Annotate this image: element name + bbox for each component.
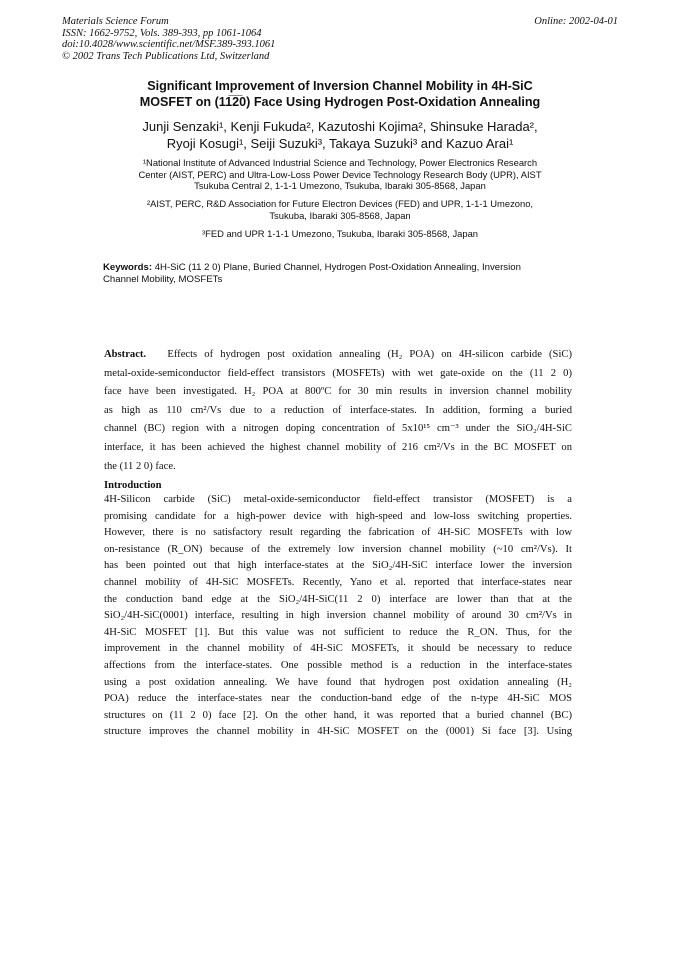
copyright-line: © 2002 Trans Tech Publications Ltd, Switzerland bbox=[62, 50, 270, 62]
title-line-2: MOSFET on (11̅2̅0) Face Using Hydrogen Post-Oxidation Annealing bbox=[139, 95, 541, 109]
affiliation-1-line-3: Tsukuba Central 2, 1-1-1 Umezono, Tsukuba, Ibaraki 305-8568, Japan bbox=[194, 180, 486, 191]
keywords-text-1: 4H-SiC (11 2 0) Plane, Buried Channel, Hydrogen Post-Oxidation Annealing, Inversion bbox=[152, 262, 521, 273]
issn-line: ISSN: 1662-9752, Vols. 389-393, pp 1061-1064 bbox=[62, 27, 262, 39]
abstract-line: interface, it has been achieved the highest channel mobility of 216 cm²/Vs in the BC MOSFET on bbox=[104, 441, 572, 453]
abstract-line: the (11 2 0) face. bbox=[104, 460, 176, 472]
body-line: affections from the interface-states. One possible method is a reduction in the interface-states bbox=[104, 659, 572, 671]
body-line: However, there is no satisfactory result regarding the fabrication of 4H-SiC MOSFETs with low bbox=[104, 527, 572, 539]
body-line: 4H-SiC MOSFET [1]. But this value was not sufficient to reduce the R_ON. Thus, for the bbox=[104, 626, 572, 638]
abstract-label: Abstract. bbox=[104, 349, 147, 360]
body-line: structures on (11 2 0) face [2]. On the other hand, it was reported that a buried channel (BC) bbox=[104, 709, 572, 721]
paper-title bbox=[80, 78, 600, 110]
body-line: structure improves the channel mobility in 4H-SiC MOSFET on the (0001) Si face [3]. Using bbox=[104, 726, 572, 738]
affiliation-2-line-1: ²AIST, PERC, R&D Association for Future Electron Devices (FED) and UPR, 1-1-1 Umezono, bbox=[146, 198, 534, 209]
keywords-block bbox=[103, 262, 573, 286]
affiliation-3 bbox=[90, 228, 590, 240]
body-line: SiO₂/4H-SiC(0001) interface, resulting in high inversion channel mobility of around 30 cm²/Vs in bbox=[104, 610, 572, 622]
authors-line-1: Junji Senzaki¹, Kenji Fukuda², Kazutoshi Kojima², Shinsuke Harada², bbox=[142, 119, 538, 134]
body-line: promising candidate for a high-power device with high-speed and low-loss switching properties. bbox=[104, 510, 572, 522]
abstract-block bbox=[104, 346, 572, 476]
abstract-line: metal-oxide-semiconductor field-effect transistors (MOSFETs) with wet gate-oxide on the (11 2 0) bbox=[104, 367, 572, 379]
abstract-line: Effects of hydrogen post oxidation annealing (H₂ POA) on 4H-silicon carbide (SiC) bbox=[167, 349, 572, 360]
body-line: using a post oxidation annealing. We have found that hydrogen post oxidation annealing (H₂ bbox=[104, 676, 572, 688]
body-line: the conduction band edge at the SiO₂/4H-SiC(11 2 0) interface are lower than that at the bbox=[104, 593, 572, 605]
doi-link[interactable]: doi:10.4028/www.scientific.net/MSF.389-393.1061 bbox=[62, 39, 276, 50]
affiliation-2 bbox=[90, 198, 590, 221]
body-line: improvement in the channel mobility of 4H-SiC MOSFETs, it should be necessary to reduce bbox=[104, 643, 572, 655]
online-date: Online: 2002-04-01 bbox=[534, 16, 618, 27]
body-line: POA) reduce the interface-states near the conduction-band edge of the n-type 4H-SiC MOS bbox=[104, 693, 572, 705]
title-line-1: Significant Improvement of Inversion Channel Mobility in 4H-SiC bbox=[147, 79, 533, 93]
body-line: on-resistance (R_ON) because of the extremely low inversion channel mobility (~10 cm²/Vs). It bbox=[104, 543, 572, 555]
keywords-label: Keywords: bbox=[103, 262, 153, 273]
page-header bbox=[62, 16, 618, 62]
affiliation-2-line-2: Tsukuba, Ibaraki 305-8568, Japan bbox=[269, 209, 411, 221]
keywords-text-2: Channel Mobility, MOSFETs bbox=[103, 274, 223, 285]
authors-line-2: Ryoji Kosugi¹, Seiji Suzuki³, Takaya Suzuki³ and Kazuo Arai¹ bbox=[166, 136, 514, 151]
journal-name: Materials Science Forum bbox=[62, 16, 169, 27]
abstract-line: as high as 110 cm²/Vs due to a reduction of interface-states. In addition, forming a buried bbox=[104, 404, 572, 416]
affiliation-1 bbox=[90, 157, 590, 192]
abstract-line: face have been investigated. H₂ POA at 800ºC for 30 min results in inversion channel mobility bbox=[104, 386, 572, 398]
body-line: channel mobility of 4H-SiC MOSFETs. Recently, Yano et al. reported that interface-states near bbox=[104, 576, 572, 588]
body-line: has been pointed out that high interface-states at the SiO₂/4H-SiC interface lower the inversion bbox=[104, 560, 572, 572]
author-list bbox=[80, 118, 600, 152]
body-line: 4H-Silicon carbide (SiC) metal-oxide-semiconductor field-effect transistor (MOSFET) is a bbox=[104, 494, 572, 505]
abstract-line: channel (BC) region with a nitrogen doping concentration of 5x10¹⁵ cm⁻³ under the SiO₂/4H-SiC bbox=[104, 423, 572, 435]
affiliation-1-line-2: Center (AIST, PERC) and Ultra-Low-Loss Power Device Technology Research Body (UPR), AIST bbox=[138, 168, 542, 180]
affiliation-1-line-1: ¹National Institute of Advanced Industrial Science and Technology, Power Electronics Research bbox=[142, 157, 538, 168]
affiliation-3-line-1: ³FED and UPR 1-1-1 Umezono, Tsukuba, Ibaraki 305-8568, Japan bbox=[201, 228, 479, 239]
introduction-body bbox=[104, 492, 572, 741]
introduction-heading: Introduction bbox=[104, 480, 162, 491]
